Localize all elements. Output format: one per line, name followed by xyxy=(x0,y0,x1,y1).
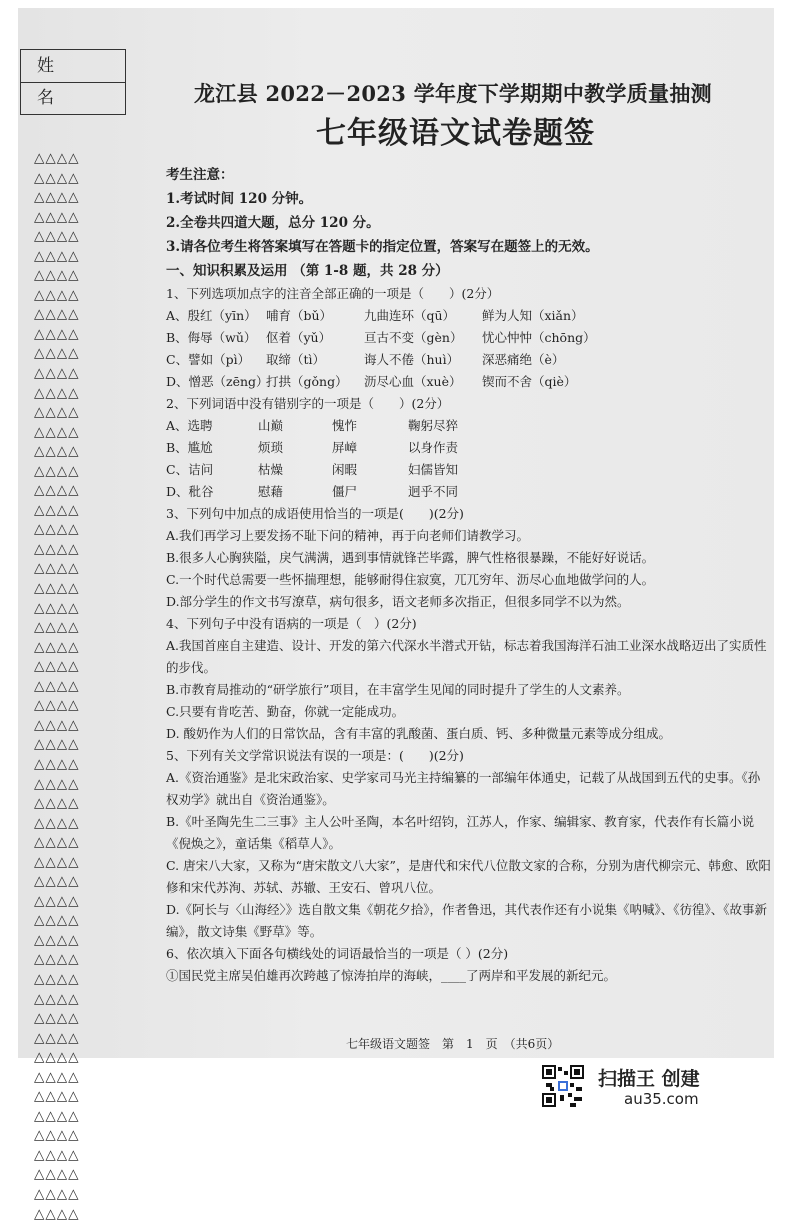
triangle-row: △△△△ xyxy=(34,384,80,401)
option-cell: 僵尸 xyxy=(332,484,358,499)
option-cell: B、侮辱（wǔ） xyxy=(166,330,257,345)
triangle-row: △△△△ xyxy=(34,1127,80,1144)
option-line: B.很多人心胸狭隘，戾气满满，遇到事情就锋芒毕露，脾气性格很暴躁，不能好好说话。 xyxy=(166,550,655,565)
triangle-row: △△△△ xyxy=(34,736,80,753)
option-cell: 亘古不变（gèn） xyxy=(364,330,463,345)
seal-line-triangles xyxy=(34,149,110,1224)
option-line: A.《资治通鉴》是北宋政治家、史学家司马光主持编纂的一部编年体通史，记载了从战国到五代的史事。《孙权劝学》就出自《资治通鉴》。 xyxy=(166,770,761,807)
option-cell: 锲而不舍（qiè） xyxy=(482,374,577,389)
option-cell: B、尴尬 xyxy=(166,440,213,455)
triangle-row: △△△△ xyxy=(34,912,80,929)
question-stem: 6、依次填入下面各句横线处的词语最恰当的一项是（ ）(2分) xyxy=(166,946,509,961)
exam-title: 龙江县 2022－2023 学年度下学期期中教学质量抽测 xyxy=(194,81,712,106)
option-cell: 诲人不倦（huì） xyxy=(364,352,460,367)
scanner-brand: 扫描王 创建 xyxy=(598,1068,700,1090)
triangle-row: △△△△ xyxy=(34,521,80,538)
triangle-row: △△△△ xyxy=(34,482,80,499)
triangle-row: △△△△ xyxy=(34,189,80,206)
triangle-row: △△△△ xyxy=(34,306,80,323)
triangle-row: △△△△ xyxy=(34,1010,80,1027)
question-stem: 4、下列句子中没有语病的一项是（ ）(2分) xyxy=(166,616,417,631)
name-label: 姓 名 xyxy=(21,50,125,83)
triangle-row: △△△△ xyxy=(34,1107,80,1124)
triangle-row: △△△△ xyxy=(34,1049,80,1066)
option-cell: 慰藉 xyxy=(258,484,284,499)
notice-item: 3.请各位考生将答案填写在答题卡的指定位置，答案写在题签上的无效。 xyxy=(166,239,599,255)
page-footer: 七年级语文题签 第 1 页 （共6页） xyxy=(346,1037,560,1051)
triangle-row: △△△△ xyxy=(34,1146,80,1163)
option-line: A.我国首座自主建造、设计、开发的第六代深水半潜式开钻，标志着我国海洋石油工业深水战略迈出了实质性的步伐。 xyxy=(166,638,767,675)
name-box xyxy=(20,49,126,115)
exam-content xyxy=(166,163,771,987)
option-cell: A、殷红（yīn） xyxy=(166,308,257,323)
section-heading: 一、知识积累及运用 （第 1-8 题，共 28 分） xyxy=(166,263,449,279)
question-stem: 3、下列句中加点的成语使用恰当的一项是( )(2分) xyxy=(166,506,464,521)
option-row xyxy=(166,415,771,437)
triangle-row: △△△△ xyxy=(34,1205,80,1222)
option-cell: 屏嶂 xyxy=(332,440,358,455)
option-cell: 迥乎不同 xyxy=(408,484,459,499)
option-line: D.《阿长与〈山海经〉》选自散文集《朝花夕拾》，作者鲁迅，其代表作还有小说集《呐喊》、《彷徨》、《故事新编》，散文诗集《野草》等。 xyxy=(166,902,768,939)
triangle-row: △△△△ xyxy=(34,208,80,225)
triangle-row: △△△△ xyxy=(34,716,80,733)
option-line: A.我们再学习上要发扬不耻下问的精神，再于向老师们请教学习。 xyxy=(166,528,530,543)
option-cell: 闲暇 xyxy=(332,462,358,477)
option-line: C.一个时代总需要一些怀揣理想，能够耐得住寂寞，兀兀穷年、沥尽心血地做学问的人。 xyxy=(166,572,655,587)
option-cell: 哺育（bǔ） xyxy=(266,308,333,323)
triangle-row: △△△△ xyxy=(34,150,80,166)
triangle-row: △△△△ xyxy=(34,599,80,616)
triangle-row: △△△△ xyxy=(34,970,80,987)
triangle-row: △△△△ xyxy=(34,853,80,870)
triangle-row: △△△△ xyxy=(34,677,80,694)
triangle-row: △△△△ xyxy=(34,462,80,479)
triangle-row: △△△△ xyxy=(34,873,80,890)
triangle-row: △△△△ xyxy=(34,560,80,577)
qr-code-icon xyxy=(542,1065,584,1107)
question-stem: 1、下列选项加点字的注音全部正确的一项是（ ）(2分） xyxy=(166,286,500,301)
triangle-row: △△△△ xyxy=(34,697,80,714)
notice-heading: 考生注意： xyxy=(166,167,234,183)
option-row xyxy=(166,349,771,371)
notice-item: 2.全卷共四道大题，总分 120 分。 xyxy=(166,215,380,231)
option-cell: 取缔（tì） xyxy=(266,352,326,367)
option-line: C.只要有肯吃苦、勤奋，你就一定能成功。 xyxy=(166,704,405,719)
option-line: B.《叶圣陶先生二三事》主人公叶圣陶，本名叶绍钧，江苏人，作家、编辑家、教育家，代表作有长篇小说《倪焕之》，童话集《稻草人》。 xyxy=(166,814,755,851)
option-line: D.部分学生的作文书写潦草，病句很多，语文老师多次指正，但很多同学不以为然。 xyxy=(166,594,630,609)
triangle-row: △△△△ xyxy=(34,834,80,851)
triangle-row: △△△△ xyxy=(34,169,80,186)
triangle-row: △△△△ xyxy=(34,775,80,792)
option-cell: 愧怍 xyxy=(332,418,358,433)
option-line: D. 酸奶作为人们的日常饮品，含有丰富的乳酸菌、蛋白质、钙、多种微量元素等成分组成。 xyxy=(166,726,672,741)
option-cell: 烦琐 xyxy=(258,440,284,455)
triangle-row: △△△△ xyxy=(34,892,80,909)
option-row xyxy=(166,481,771,503)
option-cell: 枯燥 xyxy=(258,462,284,477)
triangle-row: △△△△ xyxy=(34,1068,80,1085)
option-cell: 沥尽心血（xuè） xyxy=(364,374,462,389)
option-cell: C、譬如（pì） xyxy=(166,352,251,367)
triangle-row: △△△△ xyxy=(34,404,80,421)
triangle-row: △△△△ xyxy=(34,990,80,1007)
triangle-row: △△△△ xyxy=(34,1029,80,1046)
option-cell: D、秕谷 xyxy=(166,484,214,499)
option-row xyxy=(166,327,771,349)
option-line: ①国民党主席吴伯雄再次跨越了惊涛拍岸的海峡，____了两岸和平发展的新纪元。 xyxy=(166,968,617,983)
triangle-row: △△△△ xyxy=(34,755,80,772)
triangle-row: △△△△ xyxy=(34,795,80,812)
option-row xyxy=(166,437,771,459)
option-cell: 山巅 xyxy=(258,418,284,433)
triangle-row: △△△△ xyxy=(34,345,80,362)
triangle-row: △△△△ xyxy=(34,228,80,245)
option-cell: 鞠躬尽猝 xyxy=(408,418,459,433)
option-cell: C、诘问 xyxy=(166,462,214,477)
exam-subtitle: 七年级语文试卷题签 xyxy=(316,116,595,151)
option-cell: 深恶痛绝（è） xyxy=(482,352,565,367)
triangle-row: △△△△ xyxy=(34,951,80,968)
option-line: B.市教育局推动的“研学旅行”项目，在丰富学生见闻的同时提升了学生的人文素养。 xyxy=(166,682,630,697)
option-cell: 以身作责 xyxy=(408,440,459,455)
triangle-row: △△△△ xyxy=(34,365,80,382)
scanner-site: au35.com xyxy=(624,1090,699,1108)
question-stem: 5、下列有关文学常识说法有误的一项是：( )(2分) xyxy=(166,748,464,763)
option-row xyxy=(166,305,771,327)
triangle-row: △△△△ xyxy=(34,638,80,655)
triangle-row: △△△△ xyxy=(34,325,80,342)
option-row xyxy=(166,459,771,481)
option-cell: A、选聘 xyxy=(166,418,213,433)
option-cell: D、憎恶（zēng） xyxy=(166,374,269,389)
option-cell: 忧心忡忡（chōng） xyxy=(482,330,596,345)
triangle-row: △△△△ xyxy=(34,423,80,440)
triangle-row: △△△△ xyxy=(34,1088,80,1105)
notice-item: 1.考试时间 120 分钟。 xyxy=(166,191,313,207)
option-cell: 九曲连环（qū） xyxy=(364,308,456,323)
triangle-row: △△△△ xyxy=(34,540,80,557)
triangle-row: △△△△ xyxy=(34,1185,80,1202)
triangle-row: △△△△ xyxy=(34,619,80,636)
question-stem: 2、下列词语中没有错别字的一项是（ ）(2分） xyxy=(166,396,450,411)
triangle-row: △△△△ xyxy=(34,1166,80,1183)
option-row xyxy=(166,371,771,393)
option-line: C. 唐宋八大家，又称为“唐宋散文八大家”，是唐代和宋代八位散文家的合称，分别为唐代柳宗元、韩愈、欧阳修和宋代苏洵、苏轼、苏辙、王安石、曾巩八位。 xyxy=(166,858,771,895)
triangle-row: △△△△ xyxy=(34,580,80,597)
triangle-row: △△△△ xyxy=(34,247,80,264)
option-cell: 妇儒皆知 xyxy=(408,462,459,477)
option-cell: 伛着（yǔ） xyxy=(266,330,332,345)
triangle-row: △△△△ xyxy=(34,501,80,518)
triangle-row: △△△△ xyxy=(34,267,80,284)
triangle-row: △△△△ xyxy=(34,443,80,460)
triangle-row: △△△△ xyxy=(34,814,80,831)
triangle-row: △△△△ xyxy=(34,931,80,948)
triangle-row: △△△△ xyxy=(34,658,80,675)
option-cell: 打拱（gǒng） xyxy=(266,374,348,389)
option-cell: 鲜为人知（xiǎn） xyxy=(482,308,584,323)
triangle-row: △△△△ xyxy=(34,286,80,303)
